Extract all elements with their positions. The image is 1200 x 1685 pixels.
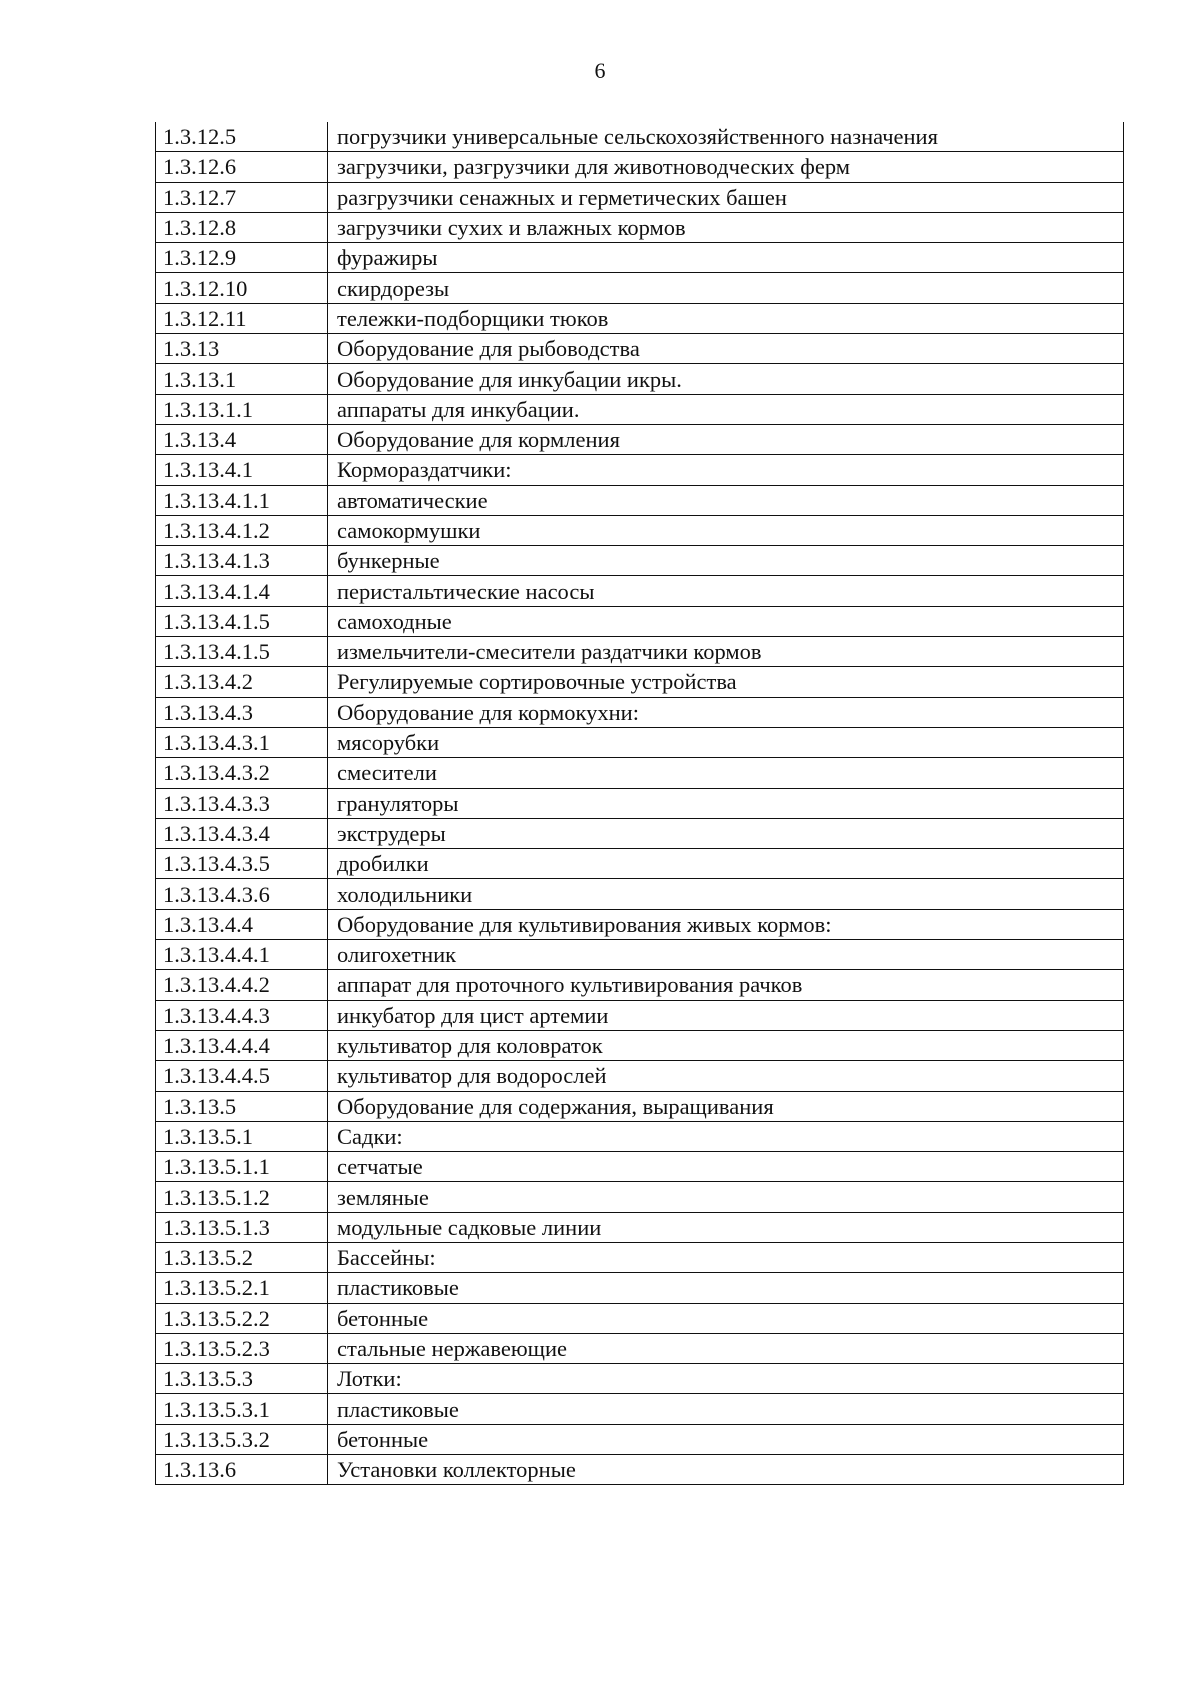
row-name: сетчатые	[328, 1152, 1124, 1182]
row-name: самоходные	[328, 606, 1124, 636]
row-code: 1.3.13.5.1	[156, 1121, 328, 1151]
row-code: 1.3.13.4.3.5	[156, 849, 328, 879]
row-name: измельчители-смесители раздатчики кормов	[328, 637, 1124, 667]
table-row	[156, 334, 1124, 364]
row-name: мясорубки	[328, 727, 1124, 757]
table-row	[156, 364, 1124, 394]
table-row	[156, 485, 1124, 515]
table-row	[156, 788, 1124, 818]
row-code: 1.3.12.11	[156, 303, 328, 333]
table-row	[156, 152, 1124, 182]
row-name: загрузчики сухих и влажных кормов	[328, 212, 1124, 242]
row-name: Оборудование для культивирования живых кормов:	[328, 909, 1124, 939]
row-name: экструдеры	[328, 818, 1124, 848]
row-code: 1.3.13.5.3.1	[156, 1394, 328, 1424]
row-name: Регулируемые сортировочные устройства	[328, 667, 1124, 697]
table-row	[156, 1030, 1124, 1060]
row-code: 1.3.13.5.1.3	[156, 1212, 328, 1242]
row-code: 1.3.13.5.3	[156, 1364, 328, 1394]
row-code: 1.3.13.5.1.2	[156, 1182, 328, 1212]
table-row	[156, 576, 1124, 606]
row-name: стальные нержавеющие	[328, 1333, 1124, 1363]
row-code: 1.3.13.4.3.6	[156, 879, 328, 909]
row-code: 1.3.13.5.2.2	[156, 1303, 328, 1333]
table-row	[156, 940, 1124, 970]
row-code: 1.3.13.5	[156, 1091, 328, 1121]
table-row	[156, 1091, 1124, 1121]
row-name: разгрузчики сенажных и герметических башен	[328, 182, 1124, 212]
row-code: 1.3.13.5.2.1	[156, 1273, 328, 1303]
classification-table	[155, 122, 1124, 1485]
row-name: культиватор для коловраток	[328, 1030, 1124, 1060]
row-name: олигохетник	[328, 940, 1124, 970]
table-row	[156, 1121, 1124, 1151]
row-name: инкубатор для цист артемии	[328, 1000, 1124, 1030]
table-row	[156, 849, 1124, 879]
table-row	[156, 758, 1124, 788]
table-row	[156, 455, 1124, 485]
row-code: 1.3.13.5.1.1	[156, 1152, 328, 1182]
row-code: 1.3.13.4.3.1	[156, 727, 328, 757]
row-name: пластиковые	[328, 1394, 1124, 1424]
row-code: 1.3.12.8	[156, 212, 328, 242]
row-code: 1.3.13.4	[156, 424, 328, 454]
row-code: 1.3.13	[156, 334, 328, 364]
row-code: 1.3.13.4.1.5	[156, 606, 328, 636]
row-name: пластиковые	[328, 1273, 1124, 1303]
table-row	[156, 1424, 1124, 1454]
table-row	[156, 1303, 1124, 1333]
row-code: 1.3.13.1.1	[156, 394, 328, 424]
row-code: 1.3.13.4.1.5	[156, 637, 328, 667]
table-row	[156, 182, 1124, 212]
row-code: 1.3.13.4.2	[156, 667, 328, 697]
row-code: 1.3.13.5.2.3	[156, 1333, 328, 1363]
row-name: Лотки:	[328, 1364, 1124, 1394]
table-row	[156, 394, 1124, 424]
row-name: Установки коллекторные	[328, 1455, 1124, 1485]
row-name: аппараты для инкубации.	[328, 394, 1124, 424]
table-row	[156, 122, 1124, 152]
row-name: модульные садковые линии	[328, 1212, 1124, 1242]
table-row	[156, 1364, 1124, 1394]
row-code: 1.3.13.5.2	[156, 1242, 328, 1272]
row-name: дробилки	[328, 849, 1124, 879]
table-row	[156, 697, 1124, 727]
table-row	[156, 879, 1124, 909]
row-name: Садки:	[328, 1121, 1124, 1151]
row-name: бетонные	[328, 1303, 1124, 1333]
row-name: перистальтические насосы	[328, 576, 1124, 606]
row-name: Кормораздатчики:	[328, 455, 1124, 485]
table-row	[156, 1061, 1124, 1091]
table-row	[156, 909, 1124, 939]
table-row	[156, 273, 1124, 303]
row-name: Оборудование для кормокухни:	[328, 697, 1124, 727]
row-name: Бассейны:	[328, 1242, 1124, 1272]
row-name: земляные	[328, 1182, 1124, 1212]
table-row	[156, 1333, 1124, 1363]
table-row	[156, 1273, 1124, 1303]
page-number: 6	[594, 58, 606, 83]
row-name: грануляторы	[328, 788, 1124, 818]
table-row	[156, 637, 1124, 667]
row-code: 1.3.13.4.1.2	[156, 515, 328, 545]
table-row	[156, 546, 1124, 576]
row-code: 1.3.13.4.4.1	[156, 940, 328, 970]
row-code: 1.3.13.4.3.2	[156, 758, 328, 788]
table-row	[156, 1212, 1124, 1242]
table-row	[156, 1000, 1124, 1030]
row-name: Оборудование для содержания, выращивания	[328, 1091, 1124, 1121]
row-name: холодильники	[328, 879, 1124, 909]
row-code: 1.3.13.4.4.3	[156, 1000, 328, 1030]
row-code: 1.3.13.4.4.2	[156, 970, 328, 1000]
table-row	[156, 243, 1124, 273]
table-row	[156, 970, 1124, 1000]
row-name: бетонные	[328, 1424, 1124, 1454]
table-row	[156, 1242, 1124, 1272]
table-row	[156, 818, 1124, 848]
table-row	[156, 303, 1124, 333]
row-code: 1.3.13.4.3	[156, 697, 328, 727]
table-row	[156, 515, 1124, 545]
row-code: 1.3.13.4.1	[156, 455, 328, 485]
row-name: загрузчики, разгрузчики для животноводческих ферм	[328, 152, 1124, 182]
row-code: 1.3.13.1	[156, 364, 328, 394]
row-name: культиватор для водорослей	[328, 1061, 1124, 1091]
row-code: 1.3.12.7	[156, 182, 328, 212]
table-row	[156, 424, 1124, 454]
row-code: 1.3.13.4.4.4	[156, 1030, 328, 1060]
row-code: 1.3.13.4.3.4	[156, 818, 328, 848]
row-code: 1.3.12.5	[156, 122, 328, 152]
table-row	[156, 212, 1124, 242]
row-code: 1.3.12.9	[156, 243, 328, 273]
row-name: фуражиры	[328, 243, 1124, 273]
row-name: Оборудование для инкубации икры.	[328, 364, 1124, 394]
row-name: смесители	[328, 758, 1124, 788]
row-code: 1.3.13.4.1.1	[156, 485, 328, 515]
row-code: 1.3.13.4.4.5	[156, 1061, 328, 1091]
table-row	[156, 1455, 1124, 1485]
row-code: 1.3.12.10	[156, 273, 328, 303]
row-name: Оборудование для кормления	[328, 424, 1124, 454]
row-name: бункерные	[328, 546, 1124, 576]
table-row	[156, 667, 1124, 697]
row-code: 1.3.12.6	[156, 152, 328, 182]
table-row	[156, 606, 1124, 636]
table-body	[156, 122, 1124, 1485]
row-code: 1.3.13.5.3.2	[156, 1424, 328, 1454]
table-row	[156, 1394, 1124, 1424]
row-name: автоматические	[328, 485, 1124, 515]
row-name: скирдорезы	[328, 273, 1124, 303]
row-name: самокормушки	[328, 515, 1124, 545]
row-name: аппарат для проточного культивирования рачков	[328, 970, 1124, 1000]
row-code: 1.3.13.4.1.3	[156, 546, 328, 576]
row-name: погрузчики универсальные сельскохозяйственного назначения	[328, 122, 1124, 152]
row-code: 1.3.13.4.4	[156, 909, 328, 939]
row-code: 1.3.13.4.3.3	[156, 788, 328, 818]
row-code: 1.3.13.6	[156, 1455, 328, 1485]
table-row	[156, 1182, 1124, 1212]
table-row	[156, 727, 1124, 757]
row-code: 1.3.13.4.1.4	[156, 576, 328, 606]
row-name: Оборудование для рыбоводства	[328, 334, 1124, 364]
table-row	[156, 1152, 1124, 1182]
row-name: тележки-подборщики тюков	[328, 303, 1124, 333]
